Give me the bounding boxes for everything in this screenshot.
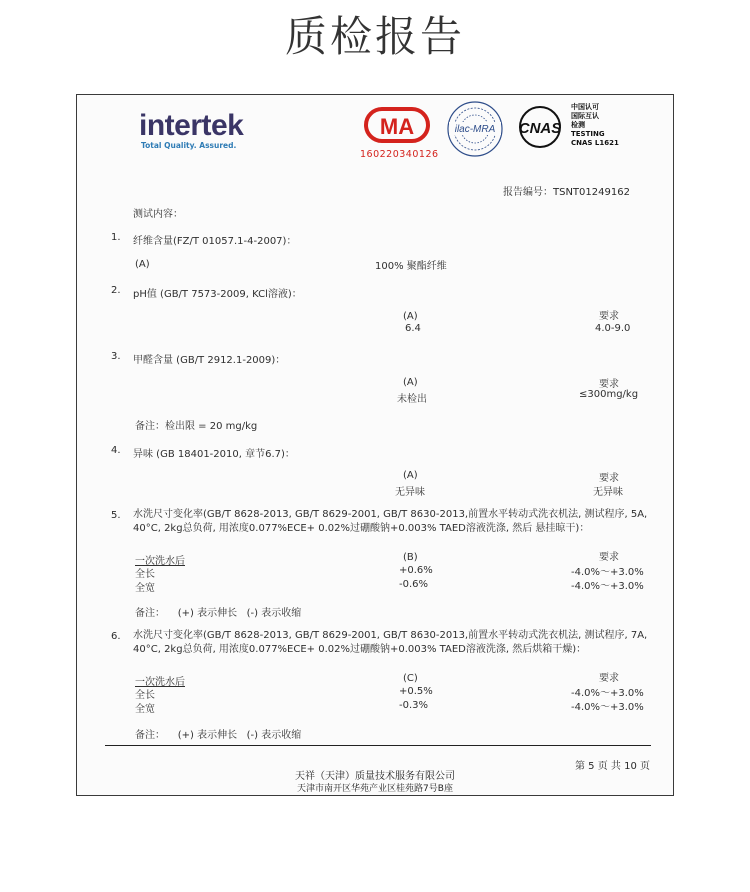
intertek-logo: intertek bbox=[139, 109, 244, 142]
item-number: 2. bbox=[111, 285, 121, 296]
item-number: 6. bbox=[111, 631, 121, 642]
length-label: 全长 bbox=[135, 690, 155, 701]
item-title: 纤维含量(FZ/T 01057.1-4-2007)： bbox=[133, 236, 297, 247]
width-label: 全宽 bbox=[135, 704, 155, 715]
cnas-accreditation-text: 中国认可 国际互认 检测 TESTING CNAS L1621 bbox=[571, 103, 619, 147]
intertek-tagline: Total Quality. Assured. bbox=[141, 141, 237, 150]
ma-certification-icon bbox=[363, 103, 431, 147]
length-requirement: -4.0%～+3.0% bbox=[571, 688, 644, 699]
width-label: 全宽 bbox=[135, 583, 155, 594]
page-number: 第 5 页 共 10 页 bbox=[575, 761, 650, 772]
footer-address: 天津市南开区华苑产业区桂苑路7号B座 bbox=[297, 784, 453, 794]
column-a-header: (A) bbox=[403, 377, 418, 388]
length-requirement: -4.0%～+3.0% bbox=[571, 567, 644, 578]
page-title: 质检报告 bbox=[284, 12, 465, 61]
item-number: 5. bbox=[111, 510, 121, 521]
width-requirement: -4.0%～+3.0% bbox=[571, 702, 644, 713]
item-number: 4. bbox=[111, 445, 121, 456]
column-b-header: (B) bbox=[403, 552, 418, 563]
item-number: 3. bbox=[111, 351, 121, 362]
ma-certificate-number: 160220340126 bbox=[360, 149, 439, 160]
requirement-header: 要求 bbox=[599, 673, 619, 684]
column-a-header: (A) bbox=[403, 311, 418, 322]
footer-divider bbox=[105, 745, 651, 746]
ph-requirement: 4.0-9.0 bbox=[595, 323, 631, 334]
item-title: pH值 (GB/T 7573-2009, KCl溶液)： bbox=[133, 289, 302, 300]
width-value: -0.6% bbox=[399, 579, 429, 590]
formaldehyde-value: 未检出 bbox=[397, 394, 427, 405]
cnas-logo-icon bbox=[511, 105, 569, 149]
formaldehyde-note: 备注：检出限 = 20 mg/kg bbox=[135, 421, 258, 432]
width-requirement: -4.0%～+3.0% bbox=[571, 581, 644, 592]
length-label: 全长 bbox=[135, 569, 155, 580]
item-title: 水洗尺寸变化率(GB/T 8628-2013, GB/T 8629-2001, GB/T 8630-2013,前置水平转动式洗衣机法, 测试程序, 5A, 40°C, 2kg总负荷, 用浓度0.077%ECE+ 0.02%过硼酸钠+0.003% TAED溶液洗涤, 然后 悬挂晾干)： bbox=[133, 509, 648, 534]
test-content-label: 测试内容： bbox=[133, 209, 183, 220]
sample-label: (A) bbox=[135, 259, 150, 270]
report-number: 报告编号：TSNT01249162 bbox=[503, 187, 630, 198]
item-title: 异味 (GB 18401-2010, 章节6.7)： bbox=[133, 449, 295, 460]
formaldehyde-requirement: ≤300mg/kg bbox=[579, 389, 639, 400]
shrinkage-note: 备注： (+) 表示伸长 (-) 表示收缩 bbox=[135, 608, 302, 619]
length-value: +0.5% bbox=[399, 686, 433, 697]
ph-value: 6.4 bbox=[405, 323, 421, 334]
requirement-header: 要求 bbox=[599, 311, 619, 322]
requirement-header: 要求 bbox=[599, 379, 619, 390]
svg-text:MA: MA bbox=[379, 114, 415, 139]
odor-requirement: 无异味 bbox=[593, 487, 623, 498]
item-title: 甲醛含量 (GB/T 2912.1-2009)： bbox=[133, 355, 286, 366]
shrinkage-note: 备注： (+) 表示伸长 (-) 表示收缩 bbox=[135, 730, 302, 741]
column-c-header: (C) bbox=[403, 673, 418, 684]
fiber-result: 100% 聚酯纤维 bbox=[375, 261, 447, 272]
requirement-header: 要求 bbox=[599, 552, 619, 563]
ilac-mra-icon bbox=[445, 99, 505, 159]
requirement-header: 要求 bbox=[599, 473, 619, 484]
item-title: 水洗尺寸变化率(GB/T 8628-2013, GB/T 8629-2001, GB/T 8630-2013,前置水平转动式洗衣机法, 测试程序, 7A, 40°C, 2kg总负荷, 用浓度0.077%ECE+ 0.02%过硼酸钠+0.003% TAED溶液洗涤, 然后烘箱干燥)： bbox=[133, 630, 648, 655]
footer-company-name: 天祥（天津）质量技术服务有限公司 bbox=[295, 771, 455, 782]
item-number: 1. bbox=[111, 232, 121, 243]
odor-value: 无异味 bbox=[395, 487, 425, 498]
length-value: +0.6% bbox=[399, 565, 433, 576]
svg-text:CNAS: CNAS bbox=[518, 120, 562, 137]
wash-subheading: 一次洗水后 bbox=[135, 556, 185, 567]
column-a-header: (A) bbox=[403, 470, 418, 481]
width-value: -0.3% bbox=[399, 700, 429, 711]
wash-subheading: 一次洗水后 bbox=[135, 677, 185, 688]
test-report-document bbox=[76, 94, 674, 796]
svg-text:ilac-MRA: ilac-MRA bbox=[454, 124, 496, 135]
